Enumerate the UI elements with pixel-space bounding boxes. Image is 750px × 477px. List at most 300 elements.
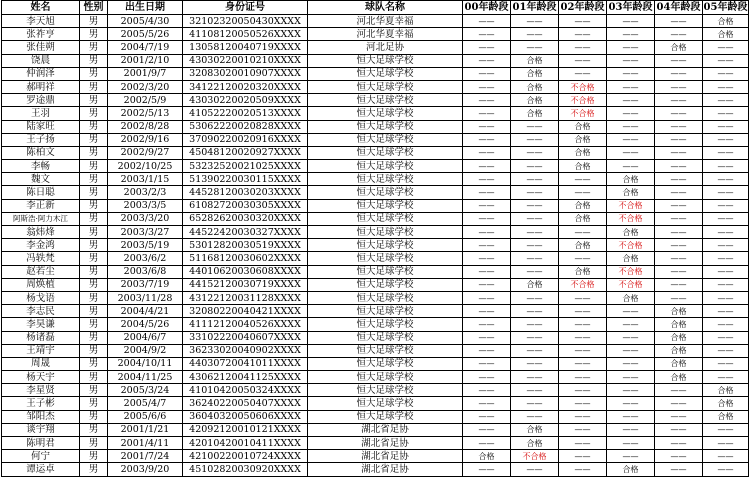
cell-id-number: 41010420050324XXXX <box>183 384 308 397</box>
cell-id-number: 41052220020513XXXX <box>183 107 308 120</box>
table-row <box>2 278 749 291</box>
cell-age-group-00: —— <box>463 463 511 476</box>
cell-age-group-05: —— <box>703 173 749 186</box>
cell-age-group-03: —— <box>607 357 655 370</box>
cell-gender: 男 <box>80 357 108 370</box>
cell-age-group-01: —— <box>511 133 559 146</box>
table-row <box>2 318 749 331</box>
cell-age-group-04: —— <box>655 384 703 397</box>
cell-age-group-01: —— <box>511 199 559 212</box>
cell-age-group-00: —— <box>463 371 511 384</box>
cell-team-name: 恒大足球学校 <box>308 239 463 252</box>
cell-id-number: 44528120030203XXXX <box>183 186 308 199</box>
cell-name: 周晟 <box>2 357 80 370</box>
cell-name: 杨戈语 <box>2 291 80 304</box>
table-row <box>2 146 749 159</box>
cell-age-group-04: —— <box>655 226 703 239</box>
cell-age-group-02: 合格 <box>559 265 607 278</box>
cell-age-group-01: —— <box>511 384 559 397</box>
table-row <box>2 120 749 133</box>
cell-age-group-05: —— <box>703 186 749 199</box>
cell-id-number: 44010620030608XXXX <box>183 265 308 278</box>
cell-team-name: 湖北省足协 <box>308 463 463 476</box>
cell-age-group-03: —— <box>607 80 655 93</box>
cell-birth-date: 2003/2/3 <box>108 186 183 199</box>
cell-id-number: 45048120020927XXXX <box>183 146 308 159</box>
cell-name: 冯轶梵 <box>2 252 80 265</box>
cell-team-name: 恒大足球学校 <box>308 107 463 120</box>
cell-age-group-00: —— <box>463 133 511 146</box>
cell-birth-date: 2003/3/27 <box>108 226 183 239</box>
cell-birth-date: 2003/11/28 <box>108 291 183 304</box>
cell-age-group-05: 合格 <box>703 15 749 28</box>
cell-age-group-03: —— <box>607 15 655 28</box>
cell-gender: 男 <box>80 410 108 423</box>
cell-birth-date: 2001/1/21 <box>108 423 183 436</box>
cell-name: 王子彬 <box>2 397 80 410</box>
table-row <box>2 265 749 278</box>
cell-age-group-05: —— <box>703 305 749 318</box>
cell-birth-date: 2004/6/7 <box>108 331 183 344</box>
cell-age-group-00: —— <box>463 384 511 397</box>
cell-id-number: 44030720041011XXXX <box>183 357 308 370</box>
cell-gender: 男 <box>80 384 108 397</box>
column-header-age-group-00: 00年龄段 <box>463 1 511 15</box>
cell-gender: 男 <box>80 397 108 410</box>
table-row <box>2 357 749 370</box>
cell-age-group-05: —— <box>703 278 749 291</box>
cell-gender: 男 <box>80 186 108 199</box>
cell-name: 张佳朔 <box>2 41 80 54</box>
cell-age-group-00: —— <box>463 344 511 357</box>
cell-age-group-04: 合格 <box>655 41 703 54</box>
cell-age-group-05: —— <box>703 67 749 80</box>
cell-birth-date: 2004/7/19 <box>108 41 183 54</box>
column-header-age-group-05: 05年龄段 <box>703 2 748 13</box>
cell-age-group-02: —— <box>559 252 607 265</box>
cell-name: 杨诸磊 <box>2 331 80 344</box>
cell-age-group-00: —— <box>463 239 511 252</box>
column-header-id-number: 身份证号 <box>183 1 308 15</box>
cell-name: 李志民 <box>2 305 80 318</box>
cell-birth-date: 2003/6/8 <box>108 265 183 278</box>
cell-age-group-03: —— <box>607 67 655 80</box>
cell-age-group-04: —— <box>655 107 703 120</box>
cell-age-group-01: —— <box>511 305 559 318</box>
cell-age-group-03: —— <box>607 146 655 159</box>
table-row <box>2 160 749 173</box>
cell-age-group-00: —— <box>463 54 511 67</box>
cell-team-name: 恒大足球学校 <box>308 265 463 278</box>
cell-age-group-00: —— <box>463 291 511 304</box>
table-row <box>2 173 749 186</box>
cell-team-name: 恒大足球学校 <box>308 94 463 107</box>
table-row <box>2 371 749 384</box>
cell-id-number: 36040320050606XXXX <box>183 410 308 423</box>
cell-age-group-04: —— <box>655 291 703 304</box>
cell-birth-date: 2003/9/20 <box>108 463 183 476</box>
cell-name: 翁炜烽 <box>2 226 80 239</box>
cell-name: 王子扬 <box>2 133 80 146</box>
cell-age-group-04: —— <box>655 265 703 278</box>
cell-age-group-02: —— <box>559 318 607 331</box>
cell-age-group-03: 合格 <box>607 291 655 304</box>
cell-id-number: 32102320050430XXXX <box>183 15 308 28</box>
cell-age-group-03: —— <box>607 133 655 146</box>
column-header-age-group-03: 03年龄段 <box>607 1 655 15</box>
cell-age-group-02: —— <box>559 67 607 80</box>
cell-age-group-01: 合格 <box>511 94 559 107</box>
cell-birth-date: 2003/1/15 <box>108 173 183 186</box>
cell-age-group-03: —— <box>607 160 655 173</box>
cell-age-group-03: 合格 <box>607 463 655 476</box>
cell-name: 陆家旺 <box>2 120 80 133</box>
column-header-gender: 性别 <box>80 1 108 15</box>
cell-team-name: 湖北省足协 <box>308 437 463 450</box>
cell-age-group-04: —— <box>655 239 703 252</box>
cell-id-number: 41108120050526XXXX <box>183 28 308 41</box>
cell-birth-date: 2002/5/9 <box>108 94 183 107</box>
cell-team-name: 恒大足球学校 <box>308 80 463 93</box>
cell-birth-date: 2003/6/2 <box>108 252 183 265</box>
table-body <box>2 15 749 477</box>
cell-age-group-02: 合格 <box>559 120 607 133</box>
cell-age-group-02: 合格 <box>559 146 607 159</box>
cell-age-group-04: —— <box>655 80 703 93</box>
cell-gender: 男 <box>80 107 108 120</box>
cell-age-group-00: —— <box>463 41 511 54</box>
cell-age-group-05: —— <box>703 291 749 304</box>
cell-age-group-01: 合格 <box>511 80 559 93</box>
cell-gender: 男 <box>80 344 108 357</box>
cell-age-group-03: —— <box>607 28 655 41</box>
cell-birth-date: 2003/7/19 <box>108 278 183 291</box>
cell-age-group-00: —— <box>463 28 511 41</box>
cell-age-group-00: —— <box>463 186 511 199</box>
cell-name: 陈柏文 <box>2 146 80 159</box>
cell-team-name: 恒大足球学校 <box>308 410 463 423</box>
cell-birth-date: 2002/9/27 <box>108 146 183 159</box>
cell-name: 何宁 <box>2 450 80 463</box>
cell-age-group-05: 合格 <box>703 384 749 397</box>
cell-age-group-05: 合格 <box>703 28 749 41</box>
cell-gender: 男 <box>80 278 108 291</box>
cell-age-group-03: —— <box>607 107 655 120</box>
cell-age-group-02: 合格 <box>559 133 607 146</box>
cell-id-number: 36240220050407XXXX <box>183 397 308 410</box>
cell-age-group-04: —— <box>655 173 703 186</box>
cell-age-group-05: —— <box>703 423 749 436</box>
cell-age-group-03: —— <box>607 371 655 384</box>
cell-team-name: 恒大足球学校 <box>308 318 463 331</box>
table-row <box>2 384 749 397</box>
table-row <box>2 331 749 344</box>
cell-age-group-01: 合格 <box>511 437 559 450</box>
table-row <box>2 423 749 436</box>
cell-birth-date: 2004/11/25 <box>108 371 183 384</box>
table-row <box>2 28 749 41</box>
cell-birth-date: 2001/7/24 <box>108 450 183 463</box>
cell-birth-date: 2005/4/7 <box>108 397 183 410</box>
cell-age-group-00: —— <box>463 410 511 423</box>
cell-age-group-03: 不合格 <box>607 278 655 291</box>
cell-age-group-04: —— <box>655 437 703 450</box>
cell-age-group-03: —— <box>607 437 655 450</box>
cell-age-group-04: —— <box>655 15 703 28</box>
cell-name: 谭运卓 <box>2 463 80 476</box>
cell-age-group-05: —— <box>703 357 749 370</box>
cell-id-number: 53062220020828XXXX <box>183 120 308 133</box>
cell-age-group-04: 合格 <box>655 344 703 357</box>
cell-age-group-00: 合格 <box>463 450 511 463</box>
cell-age-group-04: —— <box>655 94 703 107</box>
cell-birth-date: 2002/5/13 <box>108 107 183 120</box>
table-row <box>2 252 749 265</box>
cell-age-group-05: —— <box>703 239 749 252</box>
cell-age-group-03: —— <box>607 318 655 331</box>
cell-age-group-02: 不合格 <box>559 94 607 107</box>
cell-age-group-04: 合格 <box>655 305 703 318</box>
cell-team-name: 恒大足球学校 <box>308 305 463 318</box>
column-header-age-group-02: 02年龄段 <box>559 1 607 15</box>
cell-team-name: 恒大足球学校 <box>308 371 463 384</box>
cell-age-group-00: —— <box>463 146 511 159</box>
cell-age-group-01: 不合格 <box>511 450 559 463</box>
table-row <box>2 186 749 199</box>
cell-birth-date: 2001/2/10 <box>108 54 183 67</box>
cell-birth-date: 2005/6/6 <box>108 410 183 423</box>
cell-id-number: 32083020010907XXXX <box>183 67 308 80</box>
cell-birth-date: 2004/5/26 <box>108 318 183 331</box>
cell-age-group-00: —— <box>463 305 511 318</box>
cell-age-group-01: —— <box>511 146 559 159</box>
cell-age-group-00: —— <box>463 331 511 344</box>
cell-birth-date: 2003/3/20 <box>108 212 183 225</box>
cell-name: 仲润泽 <box>2 67 80 80</box>
cell-birth-date: 2002/3/20 <box>108 80 183 93</box>
cell-name: 邹阳杰 <box>2 410 80 423</box>
cell-id-number: 44522420030327XXXX <box>183 226 308 239</box>
cell-team-name: 河北足协 <box>308 41 463 54</box>
cell-age-group-05: —— <box>703 265 749 278</box>
cell-team-name: 恒大足球学校 <box>308 331 463 344</box>
player-registration-table <box>1 0 749 477</box>
cell-age-group-05: —— <box>703 212 749 225</box>
cell-age-group-03: —— <box>607 397 655 410</box>
cell-birth-date: 2005/4/30 <box>108 15 183 28</box>
cell-age-group-05: —— <box>703 463 749 476</box>
cell-age-group-04: —— <box>655 120 703 133</box>
cell-name: 杨天宇 <box>2 371 80 384</box>
table-row <box>2 107 749 120</box>
cell-team-name: 恒大足球学校 <box>308 54 463 67</box>
cell-age-group-03: 不合格 <box>607 212 655 225</box>
cell-age-group-02: —— <box>559 54 607 67</box>
cell-name: 陈日聪 <box>2 186 80 199</box>
cell-name: 阿斯浩·阿力木江 <box>2 212 80 225</box>
cell-age-group-05: —— <box>703 437 749 450</box>
cell-age-group-02: —— <box>559 331 607 344</box>
cell-id-number: 42010420010411XXXX <box>183 437 308 450</box>
cell-team-name: 恒大足球学校 <box>308 133 463 146</box>
cell-birth-date: 2002/8/28 <box>108 120 183 133</box>
cell-gender: 男 <box>80 291 108 304</box>
cell-gender: 男 <box>80 160 108 173</box>
cell-id-number: 42092120010121XXXX <box>183 423 308 436</box>
cell-age-group-05: —— <box>703 226 749 239</box>
cell-gender: 男 <box>80 199 108 212</box>
table-row <box>2 133 749 146</box>
cell-gender: 男 <box>80 239 108 252</box>
table-row <box>2 15 749 28</box>
cell-name: 李畅 <box>2 160 80 173</box>
cell-age-group-01: —— <box>511 212 559 225</box>
cell-team-name: 恒大足球学校 <box>308 397 463 410</box>
cell-age-group-02: —— <box>559 226 607 239</box>
cell-team-name: 恒大足球学校 <box>308 186 463 199</box>
cell-age-group-01: —— <box>511 160 559 173</box>
cell-gender: 男 <box>80 318 108 331</box>
cell-age-group-02: —— <box>559 450 607 463</box>
cell-id-number: 53012820030519XXXX <box>183 239 308 252</box>
cell-age-group-04: —— <box>655 54 703 67</box>
cell-age-group-00: —— <box>463 212 511 225</box>
cell-age-group-01: 合格 <box>511 54 559 67</box>
table-row <box>2 437 749 450</box>
cell-name: 魏文 <box>2 173 80 186</box>
cell-name: 谈宇翔 <box>2 423 80 436</box>
cell-id-number: 44152120030719XXXX <box>183 278 308 291</box>
cell-age-group-02: —— <box>559 463 607 476</box>
cell-age-group-01: —— <box>511 357 559 370</box>
cell-age-group-03: —— <box>607 331 655 344</box>
cell-age-group-02: 不合格 <box>559 80 607 93</box>
cell-age-group-04: —— <box>655 212 703 225</box>
cell-age-group-00: —— <box>463 397 511 410</box>
cell-age-group-01: —— <box>511 371 559 384</box>
table-row <box>2 305 749 318</box>
cell-age-group-01: —— <box>511 410 559 423</box>
cell-name: 张祚亨 <box>2 28 80 41</box>
cell-age-group-02: —— <box>559 41 607 54</box>
cell-gender: 男 <box>80 28 108 41</box>
cell-age-group-05: —— <box>703 54 749 67</box>
cell-age-group-04: —— <box>655 410 703 423</box>
cell-team-name: 恒大足球学校 <box>308 146 463 159</box>
cell-gender: 男 <box>80 120 108 133</box>
cell-age-group-02: —— <box>559 186 607 199</box>
cell-age-group-04: —— <box>655 252 703 265</box>
cell-team-name: 恒大足球学校 <box>308 67 463 80</box>
cell-age-group-02: 合格 <box>559 199 607 212</box>
table-row <box>2 54 749 67</box>
table-row <box>2 67 749 80</box>
cell-age-group-04: —— <box>655 146 703 159</box>
cell-birth-date: 2003/3/5 <box>108 199 183 212</box>
cell-team-name: 恒大足球学校 <box>308 344 463 357</box>
cell-id-number: 65282620030320XXXX <box>183 212 308 225</box>
cell-age-group-01: —— <box>511 318 559 331</box>
cell-age-group-05: —— <box>703 331 749 344</box>
cell-age-group-05: —— <box>703 252 749 265</box>
cell-gender: 男 <box>80 67 108 80</box>
cell-age-group-02: —— <box>559 305 607 318</box>
cell-age-group-05: 合格 <box>703 410 749 423</box>
cell-age-group-03: —— <box>607 120 655 133</box>
cell-id-number: 45102820030920XXXX <box>183 463 308 476</box>
column-header-age-group-01: 01年龄段 <box>511 1 559 15</box>
cell-age-group-01: —— <box>511 41 559 54</box>
cell-name: 饶晨 <box>2 54 80 67</box>
table-row <box>2 239 749 252</box>
cell-birth-date: 2004/4/21 <box>108 305 183 318</box>
cell-age-group-04: —— <box>655 463 703 476</box>
cell-team-name: 恒大足球学校 <box>308 226 463 239</box>
cell-age-group-05: —— <box>703 318 749 331</box>
cell-birth-date: 2002/10/25 <box>108 160 183 173</box>
cell-age-group-05: 合格 <box>703 397 749 410</box>
cell-age-group-04: 合格 <box>655 318 703 331</box>
cell-age-group-01: —— <box>511 15 559 28</box>
cell-team-name: 恒大足球学校 <box>308 291 463 304</box>
cell-age-group-05: —— <box>703 133 749 146</box>
cell-age-group-01: —— <box>511 173 559 186</box>
cell-age-group-01: 合格 <box>511 278 559 291</box>
cell-age-group-03: —— <box>607 54 655 67</box>
cell-age-group-04: —— <box>655 133 703 146</box>
cell-birth-date: 2004/9/2 <box>108 344 183 357</box>
cell-age-group-03: 合格 <box>607 173 655 186</box>
table-row <box>2 397 749 410</box>
cell-gender: 男 <box>80 305 108 318</box>
cell-age-group-00: —— <box>463 107 511 120</box>
cell-age-group-01: —— <box>511 239 559 252</box>
table-row <box>2 80 749 93</box>
cell-age-group-05: —— <box>703 450 749 463</box>
cell-gender: 男 <box>80 265 108 278</box>
cell-team-name: 恒大足球学校 <box>308 384 463 397</box>
cell-age-group-01: 合格 <box>511 423 559 436</box>
cell-name: 王靖宇 <box>2 344 80 357</box>
cell-gender: 男 <box>80 173 108 186</box>
cell-age-group-02: —— <box>559 28 607 41</box>
cell-gender: 男 <box>80 331 108 344</box>
cell-age-group-00: —— <box>463 199 511 212</box>
table-row <box>2 199 749 212</box>
cell-gender: 男 <box>80 133 108 146</box>
cell-age-group-02: 不合格 <box>559 278 607 291</box>
cell-gender: 男 <box>80 41 108 54</box>
cell-birth-date: 2002/9/16 <box>108 133 183 146</box>
cell-age-group-03: 不合格 <box>607 265 655 278</box>
cell-age-group-03: —— <box>607 41 655 54</box>
cell-age-group-01: —— <box>511 291 559 304</box>
table-row <box>2 463 749 476</box>
cell-id-number: 43122120031128XXXX <box>183 291 308 304</box>
table-row <box>2 41 749 54</box>
cell-age-group-04: —— <box>655 28 703 41</box>
cell-team-name: 恒大足球学校 <box>308 199 463 212</box>
cell-team-name: 河北华夏幸福 <box>308 28 463 41</box>
cell-id-number: 53232520021025XXXX <box>183 160 308 173</box>
cell-id-number: 36233020040902XXXX <box>183 344 308 357</box>
cell-age-group-00: —— <box>463 160 511 173</box>
cell-age-group-01: —— <box>511 120 559 133</box>
cell-age-group-04: —— <box>655 199 703 212</box>
cell-age-group-00: —— <box>463 15 511 28</box>
cell-age-group-05: —— <box>703 371 749 384</box>
cell-name: 李正新 <box>2 199 80 212</box>
